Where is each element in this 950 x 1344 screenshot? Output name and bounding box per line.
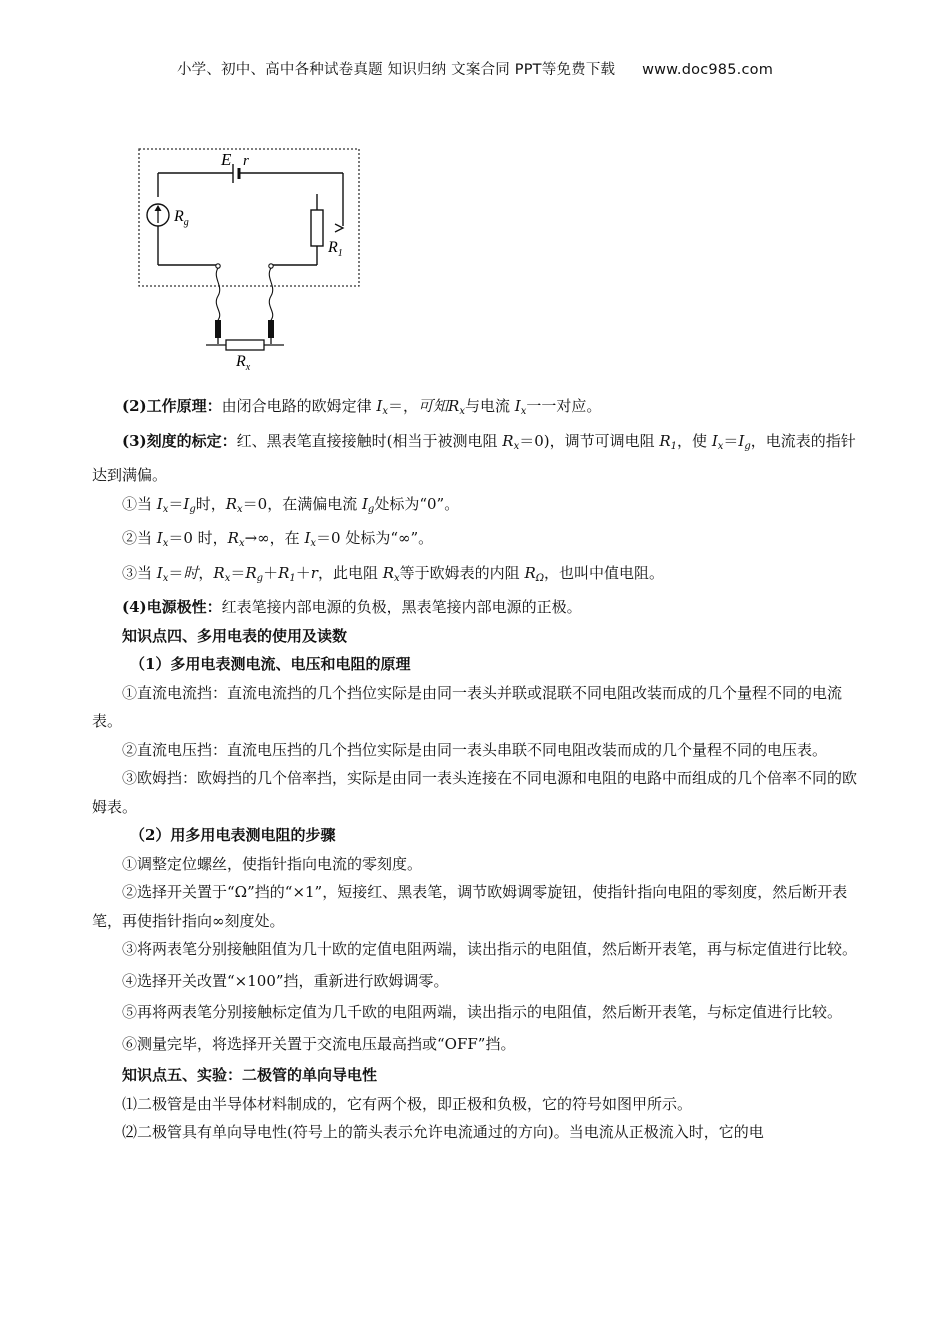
section-4-p1: ①直流电流挡：直流电流挡的几个挡位实际是由同一表头并联或混联不同电阻改装而成的几个量程不同的电流表。 xyxy=(92,683,843,730)
calibration-case-2: ②当 $I_x=0$ 时，$R_x\to\infty$，在 $I_x=0$ 处标为“∞”。 xyxy=(122,529,434,549)
section-5-p2: ⑵二极管具有单向导电性(符号上的箭头表示允许电流通过的方向)。当电流从正极流入时，它的电 xyxy=(122,1123,764,1141)
section-4-sub1: （1）多用电表测电流、电压和电阻的原理 xyxy=(130,655,411,673)
section-5-p1: ⑴二极管是由半导体材料制成的，它有两个极，即正极和负极，它的符号如图甲所示。 xyxy=(122,1094,693,1113)
probe-right xyxy=(268,320,274,338)
calibration-case-3: ③当 $I_x=$时，$R_x=R_g+R_1+r$，此电阻 $R_x$等于欧姆表的内阻 $R_\Omega$，也叫中值电阻。 xyxy=(122,563,665,584)
calibration-case-1: ①当 $I_x=I_g$时，$R_x=0$，在满偏电流 $I_g$处标为“0”。 xyxy=(122,494,460,515)
section-4-heading: 知识点四、多用电表的使用及读数 xyxy=(122,626,348,645)
scale-calibration-paragraph: (3)刻度的标定：红、黑表笔直接接触时(相当于被测电阻 $R_x=0$)，调节可调电阻 $R_1$，使 $I_x=I_g$，电流表的指针达到满偏。 xyxy=(92,431,856,484)
page-header xyxy=(0,58,950,79)
document-body xyxy=(92,392,860,1147)
working-principle-paragraph: (2)工作原理：由闭合电路的欧姆定律 $I_x=$，可知$R_x$与电流 $I_x$一一对应。 xyxy=(122,397,602,417)
rheostat-symbol xyxy=(311,210,323,246)
step-3: ③将两表笔分别接触阻值为几十欧的定值电阻两端，读出指示的电阻值，然后断开表笔，再与标定值进行比较。 xyxy=(122,940,858,958)
terminal-right xyxy=(269,264,273,268)
step-5: ⑤再将两表笔分别接触标定值为几千欧的电阻两端，读出指示的电阻值，然后断开表笔，与标定值进行比较。 xyxy=(122,1003,843,1021)
section-5-heading: 知识点五、实验：二极管的单向导电性 xyxy=(122,1066,378,1084)
test-lead-left xyxy=(216,268,219,320)
header-url[interactable]: www.doc985.com xyxy=(642,62,774,78)
step-2: ②选择开关置于“Ω”挡的“×1”，短接红、黑表笔，调节欧姆调零旋钮，使指针指向电阻的零刻度，然后断开表笔，再使指针指向∞刻度处。 xyxy=(92,883,848,930)
battery-symbol xyxy=(233,164,239,183)
header-text: 小学、初中、高中各种试卷真题 知识归纳 文案合同 PPT等免费下载 xyxy=(176,62,616,78)
resistor-rx-label: $R_x$ xyxy=(236,353,251,373)
test-lead-right xyxy=(269,268,272,320)
section-4-p3: ③欧姆挡：欧姆挡的几个倍率挡，实际是由同一表头连接在不同电源和电阻的电路中而组成的几个倍率不同的欧姆表。 xyxy=(92,769,858,816)
section-4-p2: ②直流电压挡：直流电压挡的几个挡位实际是由同一表头串联不同电阻改装而成的几个量程不同的电压表。 xyxy=(122,740,828,759)
terminal-left xyxy=(216,264,220,268)
rheostat-label: $R_1$ xyxy=(328,239,343,259)
polarity-paragraph: (4)电源极性：红表笔接内部电源的负极，黑表笔接内部电源的正极。 xyxy=(122,598,582,616)
section-4-sub2: （2）用多用电表测电阻的步骤 xyxy=(130,826,336,844)
emf-label: E xyxy=(221,150,232,169)
galvanometer-symbol xyxy=(147,204,169,226)
galvanometer-label: $R_g$ xyxy=(174,208,189,228)
step-1: ①调整定位螺丝，使指针指向电流的零刻度。 xyxy=(122,854,423,873)
resistor-rx-symbol xyxy=(226,340,264,350)
probe-left xyxy=(215,320,221,338)
internal-resistance-label: r xyxy=(243,153,249,169)
step-6: ⑥测量完毕，将选择开关置于交流电压最高挡或“OFF”挡。 xyxy=(122,1034,516,1053)
ohmmeter-circuit-diagram xyxy=(130,140,370,380)
step-4: ④选择开关改置“×100”挡，重新进行欧姆调零。 xyxy=(122,971,449,990)
